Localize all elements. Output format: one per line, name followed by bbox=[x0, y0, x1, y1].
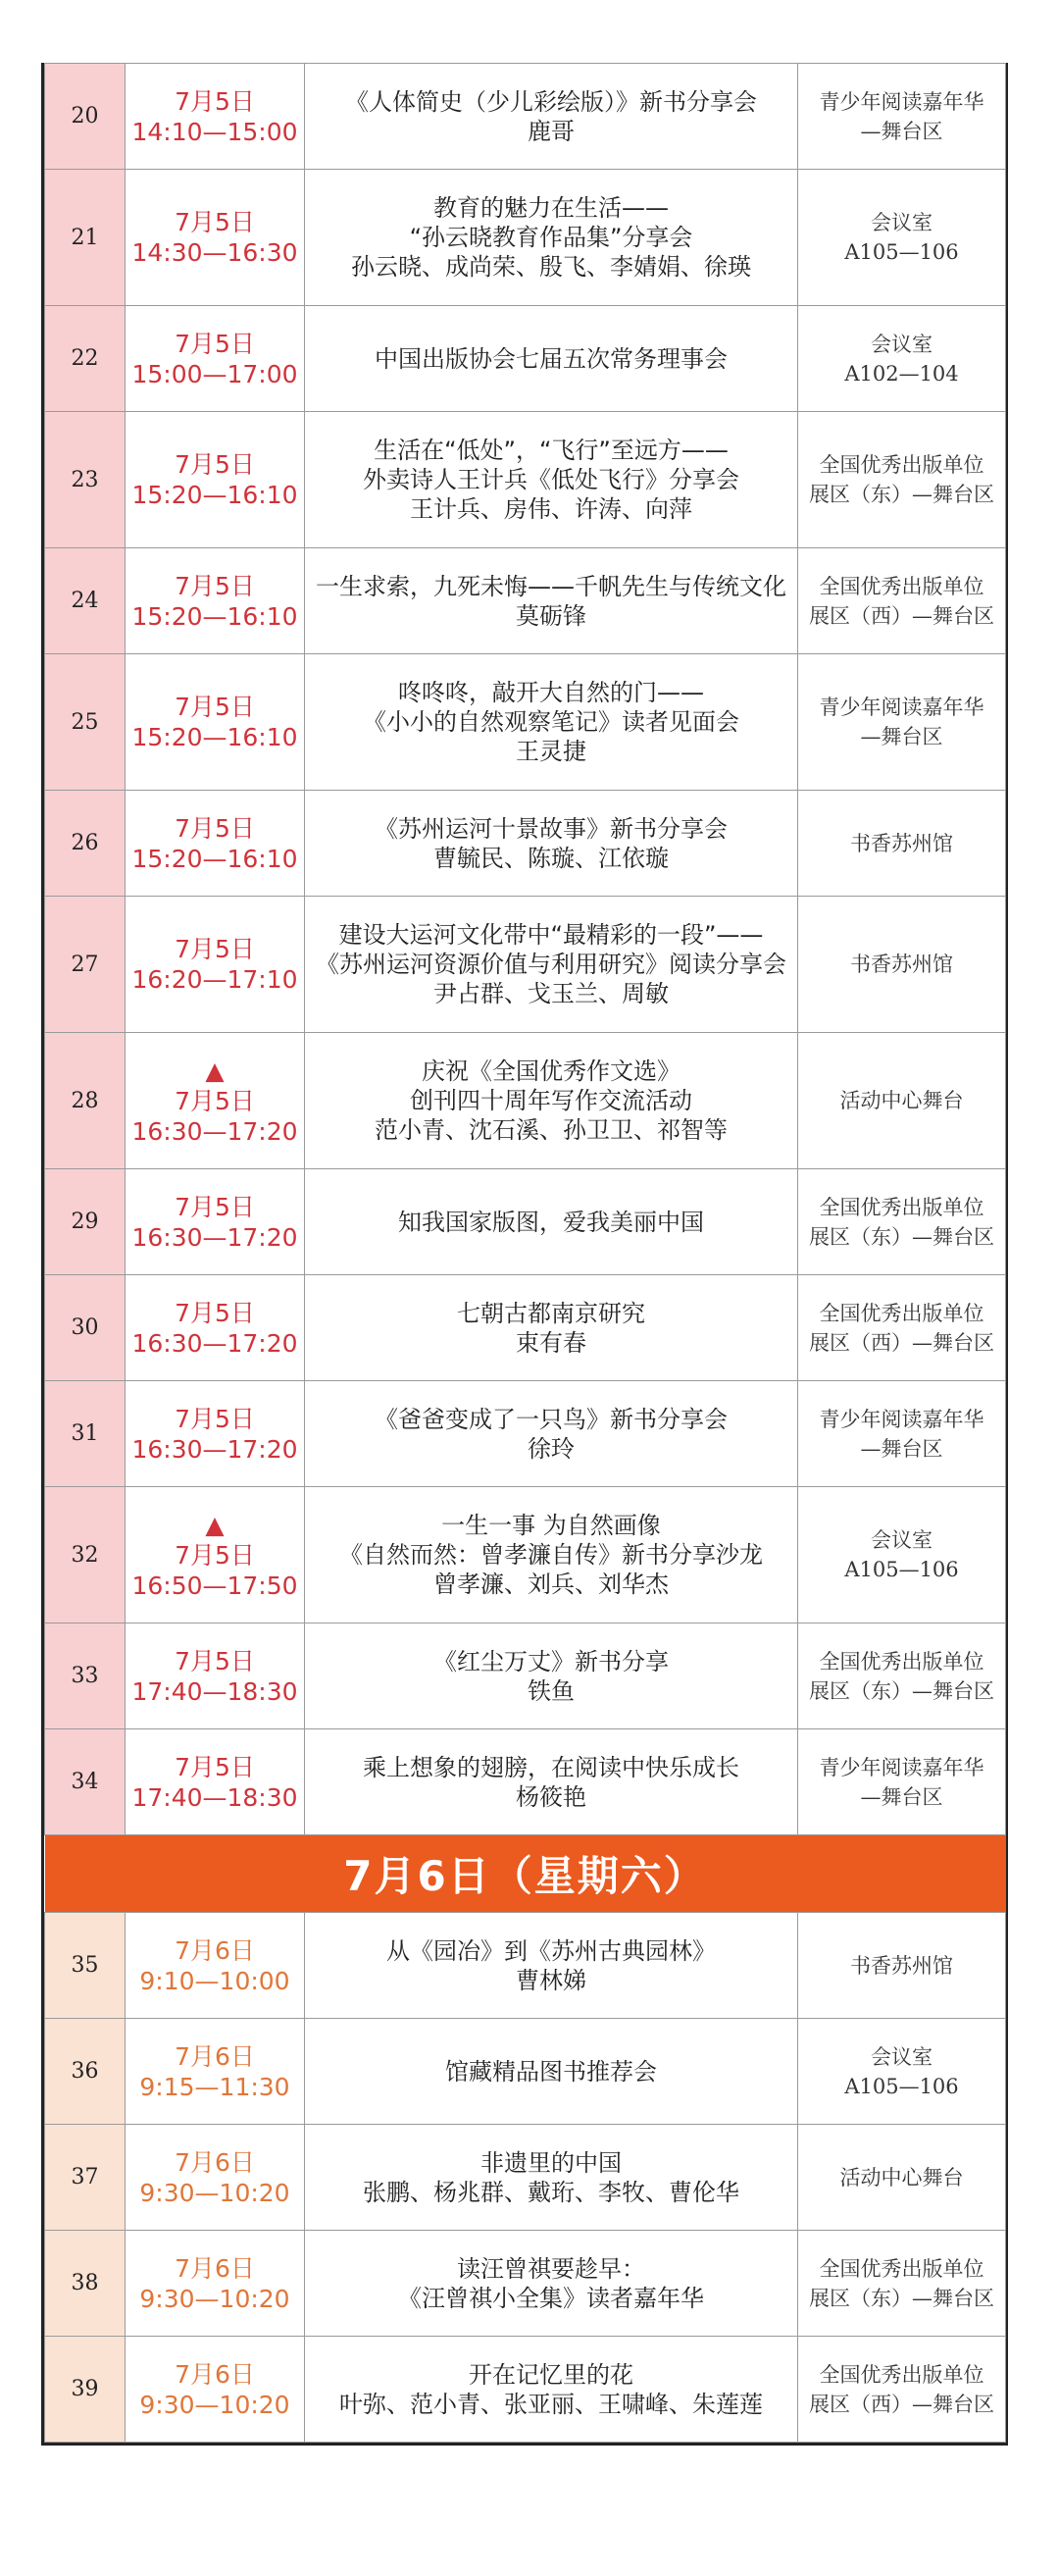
venue-cell bbox=[798, 306, 1006, 412]
venue-text-line: 展区（西）—舞台区 bbox=[809, 603, 994, 628]
event-cell bbox=[305, 64, 798, 170]
event-time: 16:30—17:20 bbox=[131, 1328, 298, 1358]
schedule-row bbox=[45, 2019, 1006, 2125]
date-line bbox=[129, 1192, 300, 1222]
date-time-cell bbox=[126, 306, 305, 412]
event-cell bbox=[305, 2125, 798, 2231]
venue-text-line: 书香苏州馆 bbox=[850, 831, 953, 855]
event-text-line: 咚咚咚，敲开大自然的门—— bbox=[398, 679, 704, 706]
event-time: 17:40—18:30 bbox=[131, 1676, 298, 1706]
event-cell bbox=[305, 306, 798, 412]
event-text-line: 外卖诗人王计兵《低处飞行》分享会 bbox=[363, 466, 739, 493]
row-number: 28 bbox=[45, 1033, 126, 1169]
row-number: 25 bbox=[45, 654, 126, 791]
venue-text-line: 会议室 bbox=[871, 211, 933, 234]
venue-text-line: A105—106 bbox=[844, 2074, 959, 2098]
event-text-line: 建设大运河文化带中“最精彩的一段”—— bbox=[338, 921, 764, 949]
event-time: 16:30—17:20 bbox=[131, 1222, 298, 1252]
row-number: 27 bbox=[45, 897, 126, 1033]
date-line bbox=[129, 2253, 300, 2284]
event-date: 7月6日 bbox=[175, 2147, 255, 2177]
event-date: 7月5日 bbox=[175, 329, 255, 358]
event-cell bbox=[305, 2231, 798, 2337]
event-cell bbox=[305, 897, 798, 1033]
row-number: 34 bbox=[45, 1729, 126, 1835]
venue-cell bbox=[798, 2231, 1006, 2337]
event-date: 7月6日 bbox=[175, 2359, 255, 2389]
event-cell bbox=[305, 1623, 798, 1729]
event-date: 7月5日 bbox=[175, 1192, 255, 1221]
venue-text-line: 活动中心舞台 bbox=[839, 2165, 964, 2190]
row-number: 22 bbox=[45, 306, 126, 412]
event-text-line: 《爸爸变成了一只鸟》新书分享会 bbox=[375, 1405, 728, 1433]
row-number: 32 bbox=[45, 1487, 126, 1623]
event-time: 15:20—16:10 bbox=[131, 481, 298, 509]
event-text-line: 中国出版协会七届五次常务理事会 bbox=[375, 344, 728, 373]
event-date: 7月5日 bbox=[175, 693, 255, 721]
date-time-cell bbox=[126, 2125, 305, 2231]
event-text-line: 范小青、沈石溪、孙卫卫、祁智等 bbox=[375, 1116, 728, 1144]
row-number: 38 bbox=[45, 2231, 126, 2337]
date-time-cell bbox=[126, 1381, 305, 1487]
date-line bbox=[129, 1935, 300, 1966]
schedule-row bbox=[45, 1033, 1006, 1169]
event-date: 7月5日 bbox=[175, 1646, 255, 1675]
date-time-cell bbox=[126, 1169, 305, 1275]
date-time-cell bbox=[126, 170, 305, 306]
venue-cell bbox=[798, 64, 1006, 170]
event-date: 7月5日 bbox=[175, 86, 255, 116]
row-number: 37 bbox=[45, 2125, 126, 2231]
venue-text-line: 全国优秀出版单位 bbox=[819, 2362, 984, 2387]
date-time-cell bbox=[126, 1623, 305, 1729]
venue-text-line: 青少年阅读嘉年华 bbox=[819, 1755, 984, 1779]
venue-cell bbox=[798, 1729, 1006, 1835]
event-text-line: 读汪曾祺要趁早： bbox=[457, 2254, 645, 2283]
date-time-cell bbox=[126, 2337, 305, 2443]
event-text-line: 创刊四十周年写作交流活动 bbox=[410, 1087, 692, 1114]
event-text-line: 《苏州运河资源价值与利用研究》阅读分享会 bbox=[316, 951, 786, 978]
venue-cell bbox=[798, 897, 1006, 1033]
event-date: 7月5日 bbox=[175, 1298, 255, 1327]
venue-cell bbox=[798, 1033, 1006, 1169]
schedule-row bbox=[45, 1275, 1006, 1381]
event-text-line: 知我国家版图，爱我美丽中国 bbox=[398, 1208, 704, 1236]
schedule-row bbox=[45, 412, 1006, 548]
row-number: 26 bbox=[45, 791, 126, 897]
venue-text-line: A105—106 bbox=[844, 240, 959, 264]
schedule-row bbox=[45, 170, 1006, 306]
date-time-cell bbox=[126, 791, 305, 897]
schedule-row bbox=[45, 64, 1006, 170]
event-text-line: 王计兵、房伟、许涛、向萍 bbox=[410, 495, 692, 523]
schedule-row bbox=[45, 1169, 1006, 1275]
venue-text-line: 展区（西）—舞台区 bbox=[809, 1330, 994, 1355]
event-date: 7月5日 bbox=[175, 208, 255, 236]
row-number: 35 bbox=[45, 1913, 126, 2019]
date-time-cell bbox=[126, 2231, 305, 2337]
event-text-line: 《汪曾祺小全集》读者嘉年华 bbox=[398, 2284, 704, 2312]
event-text-line: 徐玲 bbox=[528, 1434, 575, 1463]
venue-cell bbox=[798, 170, 1006, 306]
highlight-mark: ▲ bbox=[205, 1510, 225, 1539]
event-time: 15:00—17:00 bbox=[131, 359, 298, 388]
date-time-cell bbox=[126, 897, 305, 1033]
row-number: 20 bbox=[45, 64, 126, 170]
event-cell bbox=[305, 1381, 798, 1487]
event-text-line: 《人体简史（少儿彩绘版）》新书分享会 bbox=[345, 87, 757, 116]
date-line bbox=[129, 1752, 300, 1782]
venue-cell bbox=[798, 1913, 1006, 2019]
venue-text-line: 展区（东）—舞台区 bbox=[809, 1678, 994, 1703]
date-time-cell bbox=[126, 548, 305, 654]
row-number: 30 bbox=[45, 1275, 126, 1381]
venue-cell bbox=[798, 2019, 1006, 2125]
venue-text-line: 全国优秀出版单位 bbox=[819, 453, 984, 477]
event-cell bbox=[305, 654, 798, 791]
event-text-line: 莫砺锋 bbox=[516, 601, 586, 630]
event-text-line: 杨筱艳 bbox=[516, 1782, 586, 1811]
event-time: 16:30—17:20 bbox=[131, 1434, 298, 1464]
event-text-line: 一生一事 为自然画像 bbox=[441, 1512, 661, 1539]
venue-text-line: —舞台区 bbox=[860, 119, 943, 143]
schedule-row bbox=[45, 306, 1006, 412]
date-line bbox=[129, 813, 300, 844]
date-line bbox=[129, 1056, 300, 1116]
event-time: 15:20—16:10 bbox=[131, 601, 298, 631]
venue-text-line: 会议室 bbox=[871, 332, 933, 356]
venue-text-line: 全国优秀出版单位 bbox=[819, 1301, 984, 1325]
event-text-line: 叶弥、范小青、张亚丽、王啸峰、朱莲莲 bbox=[339, 2390, 763, 2418]
row-number: 21 bbox=[45, 170, 126, 306]
event-date: 7月5日 bbox=[175, 450, 255, 479]
event-cell bbox=[305, 2019, 798, 2125]
event-time: 9:30—10:20 bbox=[139, 2178, 290, 2207]
venue-text-line: 全国优秀出版单位 bbox=[819, 1649, 984, 1674]
event-text-line: 《自然而然：曾孝濂自传》新书分享沙龙 bbox=[339, 1541, 763, 1569]
schedule-sheet bbox=[41, 63, 1008, 2446]
venue-cell bbox=[798, 2125, 1006, 2231]
event-date: 7月6日 bbox=[175, 2041, 255, 2071]
event-text-line: 《红尘万丈》新书分享 bbox=[433, 1647, 669, 1675]
event-text-line: 生活在“低处”，“飞行”至远方—— bbox=[374, 437, 729, 464]
date-line bbox=[129, 1404, 300, 1434]
event-date: 7月5日 bbox=[175, 813, 255, 843]
event-date: 7月6日 bbox=[175, 1935, 255, 1965]
venue-text-line: A105—106 bbox=[844, 1558, 959, 1581]
event-text-line: 孙云晓、成尚荣、殷飞、李婧娟、徐瑛 bbox=[351, 253, 751, 281]
event-text-line: 非遗里的中国 bbox=[480, 2148, 622, 2177]
event-text-line: 馆藏精品图书推荐会 bbox=[445, 2057, 657, 2086]
venue-cell bbox=[798, 1169, 1006, 1275]
venue-text-line: 会议室 bbox=[871, 1528, 933, 1552]
schedule-row bbox=[45, 1729, 1006, 1835]
date-time-cell bbox=[126, 64, 305, 170]
schedule-row bbox=[45, 2337, 1006, 2443]
event-time: 16:20—17:10 bbox=[131, 965, 298, 994]
venue-text-line: 书香苏州馆 bbox=[850, 1953, 953, 1978]
schedule-row bbox=[45, 654, 1006, 791]
row-number: 39 bbox=[45, 2337, 126, 2443]
schedule-row bbox=[45, 548, 1006, 654]
event-text-line: 从《园冶》到《苏州古典园林》 bbox=[386, 1936, 716, 1965]
venue-cell bbox=[798, 548, 1006, 654]
event-cell bbox=[305, 1275, 798, 1381]
event-text-line: 乘上想象的翅膀，在阅读中快乐成长 bbox=[363, 1753, 739, 1781]
venue-text-line: 青少年阅读嘉年华 bbox=[819, 89, 984, 114]
date-time-cell bbox=[126, 1033, 305, 1169]
venue-cell bbox=[798, 1381, 1006, 1487]
event-time: 16:50—17:50 bbox=[131, 1571, 298, 1600]
event-text-line: “孙云晓教育作品集”分享会 bbox=[409, 224, 693, 251]
venue-text-line: 全国优秀出版单位 bbox=[819, 2256, 984, 2281]
event-text-line: 曾孝濂、刘兵、刘华杰 bbox=[433, 1571, 669, 1598]
venue-cell bbox=[798, 412, 1006, 548]
event-text-line: 束有春 bbox=[516, 1328, 586, 1357]
date-time-cell bbox=[126, 1729, 305, 1835]
row-number: 29 bbox=[45, 1169, 126, 1275]
event-time: 14:10—15:00 bbox=[131, 117, 298, 146]
date-line bbox=[129, 1646, 300, 1676]
event-time: 9:15—11:30 bbox=[139, 2072, 290, 2101]
venue-cell bbox=[798, 654, 1006, 791]
event-date: 7月5日 bbox=[175, 1086, 255, 1115]
row-number: 24 bbox=[45, 548, 126, 654]
event-date: 7月5日 bbox=[175, 1752, 255, 1781]
event-text-line: 庆祝《全国优秀作文选》 bbox=[422, 1057, 681, 1085]
date-line bbox=[129, 1298, 300, 1328]
schedule-row bbox=[45, 791, 1006, 897]
event-cell bbox=[305, 2337, 798, 2443]
venue-text-line: 展区（西）—舞台区 bbox=[809, 2392, 994, 2416]
event-date: 7月5日 bbox=[175, 1540, 255, 1570]
event-cell bbox=[305, 1729, 798, 1835]
event-cell bbox=[305, 170, 798, 306]
date-time-cell bbox=[126, 1913, 305, 2019]
venue-text-line: 展区（东）—舞台区 bbox=[809, 483, 994, 506]
event-time: 15:20—16:10 bbox=[131, 723, 298, 751]
venue-text-line: 展区（东）—舞台区 bbox=[809, 1224, 994, 1249]
venue-cell bbox=[798, 1623, 1006, 1729]
date-line bbox=[129, 86, 300, 117]
event-text-line: 铁鱼 bbox=[528, 1676, 575, 1705]
schedule-row bbox=[45, 1381, 1006, 1487]
date-line bbox=[129, 571, 300, 601]
date-line bbox=[129, 207, 300, 237]
event-cell bbox=[305, 1487, 798, 1623]
event-date: 7月6日 bbox=[175, 2253, 255, 2283]
venue-text-line: 书香苏州馆 bbox=[850, 953, 953, 976]
venue-text-line: —舞台区 bbox=[860, 725, 943, 748]
event-text-line: 《苏州运河十景故事》新书分享会 bbox=[375, 814, 728, 843]
row-number: 36 bbox=[45, 2019, 126, 2125]
row-number: 31 bbox=[45, 1381, 126, 1487]
event-cell bbox=[305, 412, 798, 548]
date-line bbox=[129, 449, 300, 480]
event-time: 9:30—10:20 bbox=[139, 2284, 290, 2313]
event-text-line: 张鹏、杨兆群、戴珩、李牧、曹伦华 bbox=[363, 2178, 739, 2206]
venue-cell bbox=[798, 2337, 1006, 2443]
event-cell bbox=[305, 1169, 798, 1275]
date-line bbox=[129, 2147, 300, 2178]
venue-text-line: 会议室 bbox=[871, 2044, 933, 2069]
venue-text-line: A102—104 bbox=[844, 361, 959, 386]
event-cell bbox=[305, 1033, 798, 1169]
event-text-line: 王灵捷 bbox=[516, 738, 586, 765]
event-text-line: 《小小的自然观察笔记》读者见面会 bbox=[363, 708, 739, 736]
event-time: 14:30—16:30 bbox=[131, 238, 298, 267]
event-cell bbox=[305, 791, 798, 897]
schedule-table bbox=[44, 63, 1006, 2443]
venue-text-line: 青少年阅读嘉年华 bbox=[819, 696, 984, 719]
venue-text-line: 青少年阅读嘉年华 bbox=[819, 1407, 984, 1431]
event-cell bbox=[305, 548, 798, 654]
event-text-line: 一生求索，九死未悔——千帆先生与传统文化 bbox=[316, 572, 786, 600]
event-text-line: 尹占群、戈玉兰、周敏 bbox=[433, 980, 669, 1007]
event-date: 7月5日 bbox=[175, 571, 255, 600]
venue-cell bbox=[798, 791, 1006, 897]
event-text-line: 曹林娣 bbox=[516, 1966, 586, 1994]
event-time: 9:30—10:20 bbox=[139, 2390, 290, 2419]
event-date: 7月5日 bbox=[175, 935, 255, 963]
schedule-row bbox=[45, 1913, 1006, 2019]
date-time-cell bbox=[126, 1487, 305, 1623]
schedule-row bbox=[45, 2231, 1006, 2337]
date-time-cell bbox=[126, 2019, 305, 2125]
highlight-mark: ▲ bbox=[205, 1056, 225, 1085]
event-text-line: 鹿哥 bbox=[528, 117, 575, 145]
event-time: 17:40—18:30 bbox=[131, 1782, 298, 1812]
venue-text-line: 全国优秀出版单位 bbox=[819, 574, 984, 598]
event-text-line: 开在记忆里的花 bbox=[469, 2360, 633, 2389]
date-line bbox=[129, 692, 300, 722]
day-banner-row bbox=[45, 1835, 1006, 1913]
venue-cell bbox=[798, 1487, 1006, 1623]
schedule-row bbox=[45, 897, 1006, 1033]
venue-text-line: 活动中心舞台 bbox=[839, 1089, 964, 1112]
venue-cell bbox=[798, 1275, 1006, 1381]
schedule-row bbox=[45, 2125, 1006, 2231]
event-cell bbox=[305, 1913, 798, 2019]
day-banner: 7月6日（星期六） bbox=[45, 1835, 1006, 1913]
event-time: 9:10—10:00 bbox=[139, 1966, 290, 1995]
row-number: 23 bbox=[45, 412, 126, 548]
event-date: 7月5日 bbox=[175, 1404, 255, 1433]
venue-text-line: —舞台区 bbox=[860, 1436, 943, 1461]
venue-text-line: 展区（东）—舞台区 bbox=[809, 2286, 994, 2310]
date-time-cell bbox=[126, 1275, 305, 1381]
date-line bbox=[129, 934, 300, 964]
date-line bbox=[129, 2359, 300, 2390]
date-line bbox=[129, 329, 300, 359]
schedule-row bbox=[45, 1487, 1006, 1623]
schedule-row bbox=[45, 1623, 1006, 1729]
event-text-line: 七朝古都南京研究 bbox=[457, 1299, 645, 1327]
event-text-line: 曹毓民、陈璇、江依璇 bbox=[433, 844, 669, 872]
event-text-line: 教育的魅力在生活—— bbox=[433, 194, 669, 222]
event-time: 16:30—17:20 bbox=[131, 1116, 298, 1146]
venue-text-line: —舞台区 bbox=[860, 1784, 943, 1809]
date-time-cell bbox=[126, 654, 305, 791]
date-line bbox=[129, 2041, 300, 2072]
date-line bbox=[129, 1510, 300, 1571]
date-time-cell bbox=[126, 412, 305, 548]
venue-text-line: 全国优秀出版单位 bbox=[819, 1195, 984, 1219]
event-time: 15:20—16:10 bbox=[131, 844, 298, 873]
row-number: 33 bbox=[45, 1623, 126, 1729]
